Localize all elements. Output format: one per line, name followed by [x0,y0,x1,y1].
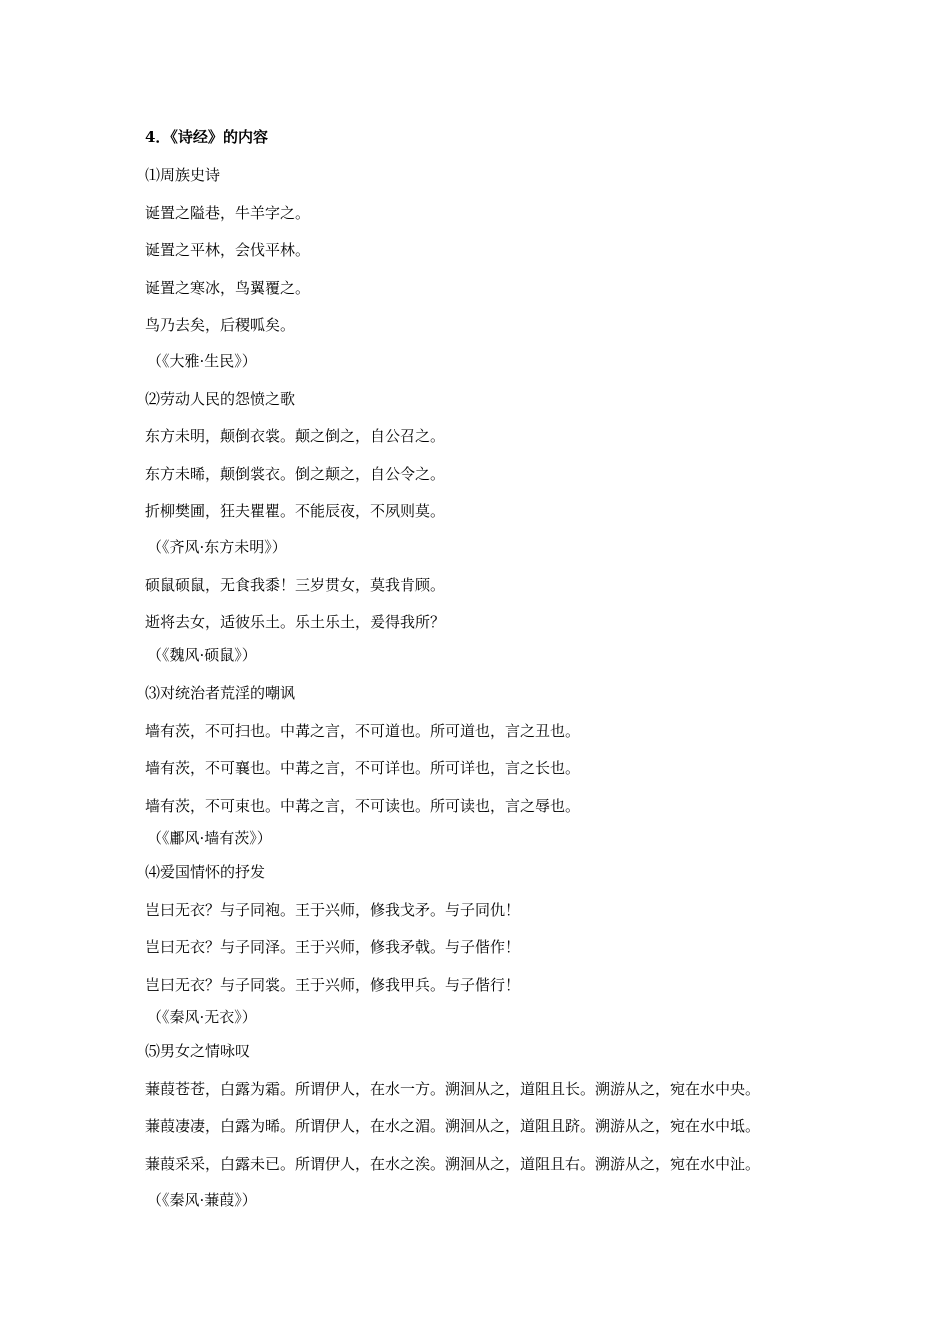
poem-line: 墙有茨，不可扫也。中冓之言，不可道也。所可道也，言之丑也。 [145,722,581,740]
section-heading: 4．《诗经》的内容 [145,128,268,146]
poem-line: 逝将去女，适彼乐土。乐土乐土，爰得我所？ [145,613,446,631]
poem-line: 墙有茨，不可束也。中冓之言，不可读也。所可读也，言之辱也。 [145,797,581,815]
poem-line: 蒹葭采采，白露未已。所谓伊人，在水之涘。溯洄从之，道阻且右。溯游从之，宛在水中沚。 [145,1155,761,1173]
poem-line: 诞置之寒冰，鸟翼覆之。 [145,279,311,297]
subsection-title: ⑴周族史诗 [145,166,221,184]
poem-citation: （《秦风·蒹葭》） [147,1191,257,1209]
poem-citation: （《齐风·东方未明》） [147,538,287,556]
subsection-title: ⑷爱国情怀的抒发 [145,863,266,881]
poem-citation: （《大雅·生民》） [147,352,257,370]
poem-line: 硕鼠硕鼠，无食我黍！三岁贯女，莫我肯顾。 [145,576,446,594]
poem-line: 诞置之隘巷，牛羊字之。 [145,204,311,222]
poem-line: 墙有茨，不可襄也。中冓之言，不可详也。所可详也，言之长也。 [145,759,581,777]
subsection-title: ⑸男女之情咏叹 [145,1042,251,1060]
poem-line: 岂曰无衣？与子同袍。王于兴师，修我戈矛。与子同仇！ [145,901,521,919]
poem-line: 岂曰无衣？与子同泽。王于兴师，修我矛戟。与子偕作！ [145,938,521,956]
poem-line: 诞置之平林，会伐平林。 [145,241,311,259]
poem-line: 东方未晞，颠倒裳衣。倒之颠之，自公令之。 [145,465,446,483]
poem-line: 鸟乃去矣，后稷呱矣。 [145,316,296,334]
poem-line: 蒹葭凄凄，白露为晞。所谓伊人，在水之湄。溯洄从之，道阻且跻。溯游从之，宛在水中坻。 [145,1117,761,1135]
poem-citation: （《鄘风·墙有茨》） [147,829,272,847]
poem-line: 东方未明，颠倒衣裳。颠之倒之，自公召之。 [145,427,446,445]
poem-line: 折柳樊圃，狂夫瞿瞿。不能辰夜，不夙则莫。 [145,502,446,520]
poem-citation: （《秦风·无衣》） [147,1008,257,1026]
poem-line: 蒹葭苍苍，白露为霜。所谓伊人，在水一方。溯洄从之，道阻且长。溯游从之，宛在水中央。 [145,1080,761,1098]
subsection-title: ⑵劳动人民的怨愤之歌 [145,390,296,408]
poem-citation: （《魏风·硕鼠》） [147,646,257,664]
subsection-title: ⑶对统治者荒淫的嘲讽 [145,684,296,702]
poem-line: 岂曰无衣？与子同裳。王于兴师，修我甲兵。与子偕行！ [145,976,521,994]
